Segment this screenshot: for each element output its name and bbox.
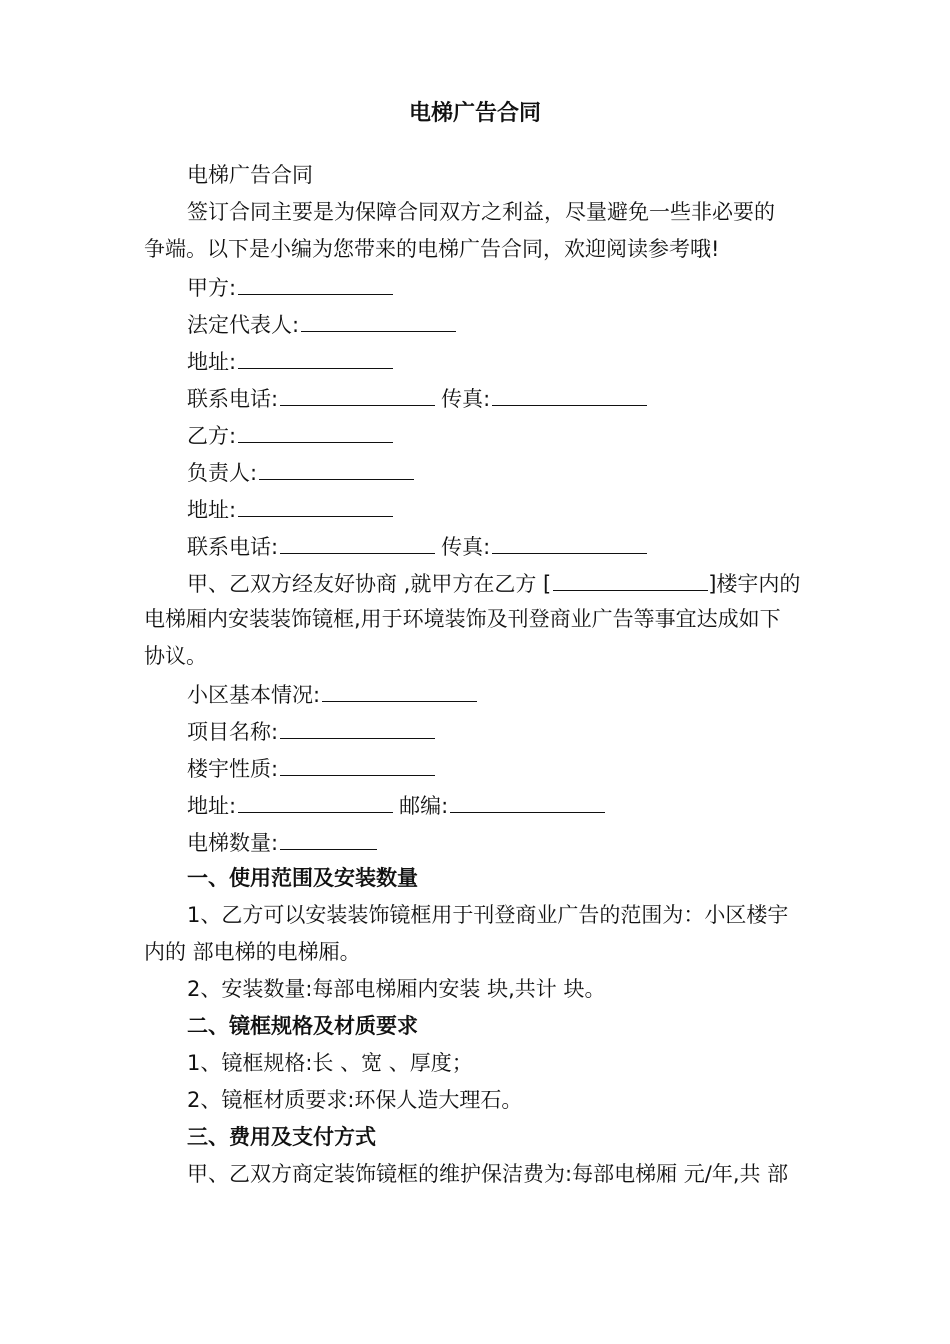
- blank-line: [322, 679, 477, 702]
- address-a-field: [187, 346, 393, 376]
- document-title: 电梯广告合同: [408, 101, 541, 126]
- blank-line: [301, 309, 456, 332]
- building-nature-field: [187, 753, 435, 783]
- field-label: 小区基本情况:: [187, 683, 321, 707]
- phone-fax-a-field: [187, 383, 647, 413]
- agreement-line: [187, 568, 800, 598]
- field-label: 地址:: [187, 498, 237, 522]
- clause-line: 甲、乙双方商定装饰镜框的维护保洁费为:每部电梯厢 元/年,共 部: [187, 1162, 789, 1186]
- blank-line: [238, 272, 393, 295]
- blank-line: [492, 531, 647, 554]
- agreement-text: 甲、乙双方经友好协商 ,就甲方在乙方 [: [187, 572, 552, 596]
- party-a-field: [187, 272, 393, 302]
- field-label: 地址:: [187, 350, 237, 374]
- blank-line: [280, 753, 435, 776]
- blank-line: [280, 531, 435, 554]
- blank-line: [280, 716, 435, 739]
- blank-line: [280, 827, 377, 850]
- field-label: 联系电话:: [187, 387, 279, 411]
- blank-line: [238, 346, 393, 369]
- responsible-field: [187, 457, 414, 487]
- field-label: 负责人:: [187, 461, 258, 485]
- intro-line: 签订合同主要是为保障合同双方之利益，尽量避免一些非必要的: [187, 200, 775, 224]
- phone-fax-b-field: [187, 531, 647, 561]
- field-label: 法定代表人:: [187, 313, 300, 337]
- intro-heading: 电梯广告合同: [187, 163, 313, 187]
- blank-line: [553, 568, 708, 591]
- clause-line: 1、镜框规格:长 、宽 、厚度；: [187, 1051, 473, 1075]
- blank-line: [450, 790, 605, 813]
- agreement-line: 协议。: [144, 644, 207, 668]
- legal-rep-field: [187, 309, 456, 339]
- field-label: 传真:: [441, 387, 491, 411]
- field-label: 甲方:: [187, 276, 237, 300]
- blank-line: [492, 383, 647, 406]
- blank-line: [238, 494, 393, 517]
- field-label: 乙方:: [187, 424, 237, 448]
- intro-line: 争端。以下是小编为您带来的电梯广告合同，欢迎阅读参考哦!: [144, 237, 720, 261]
- field-label: 传真:: [441, 535, 491, 559]
- field-label: 楼宇性质:: [187, 757, 279, 781]
- section-heading: 三、费用及支付方式: [187, 1125, 376, 1149]
- blank-line: [238, 420, 393, 443]
- address-postcode-field: [187, 790, 605, 820]
- address-b-field: [187, 494, 393, 524]
- blank-line: [238, 790, 393, 813]
- field-label: 项目名称:: [187, 720, 279, 744]
- agreement-line: 电梯厢内安装装饰镜框,用于环境装饰及刊登商业广告等事宜达成如下: [144, 607, 781, 631]
- blank-line: [280, 383, 435, 406]
- clause-line: 1、乙方可以安装装饰镜框用于刊登商业广告的范围为：小区楼宇: [187, 903, 789, 927]
- project-name-field: [187, 716, 435, 746]
- community-info-field: [187, 679, 477, 709]
- agreement-text: ]楼宇内的: [708, 572, 801, 596]
- clause-line: 2、安装数量:每部电梯厢内安装 块,共计 块。: [187, 977, 606, 1001]
- section-heading: 一、使用范围及安装数量: [187, 866, 418, 890]
- party-b-field: [187, 420, 393, 450]
- field-label: 联系电话:: [187, 535, 279, 559]
- clause-line: 内的 部电梯的电梯厢。: [144, 940, 361, 964]
- field-label: 邮编:: [399, 794, 449, 818]
- field-label: 电梯数量:: [187, 831, 279, 855]
- field-label: 地址:: [187, 794, 237, 818]
- blank-line: [259, 457, 414, 480]
- elevator-count-field: [187, 827, 377, 857]
- section-heading: 二、镜框规格及材质要求: [187, 1014, 418, 1038]
- clause-line: 2、镜框材质要求:环保人造大理石。: [187, 1088, 523, 1112]
